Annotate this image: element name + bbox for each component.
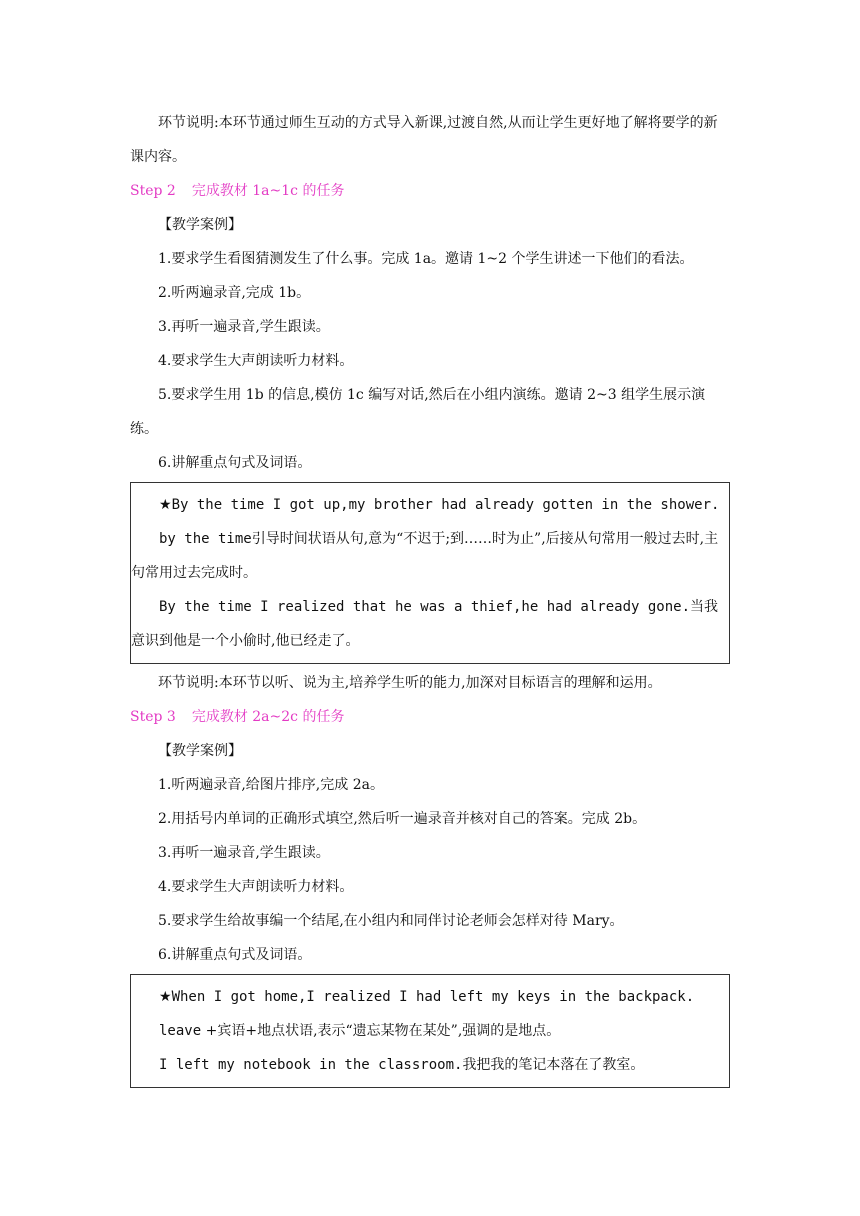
example-english: I left my notebook in the classroom. <box>159 1057 463 1073</box>
document-body <box>130 106 730 1090</box>
list-item: 2.用括号内单词的正确形式填空,然后听一遍录音并核对自己的答案。完成 2b。 <box>158 811 647 827</box>
key-sentence-text: When I got home,I realized I had left my keys in the backpack. <box>171 989 695 1005</box>
key-sentence-text: By the time I got up,my brother had already gotten in the shower. <box>171 497 720 513</box>
list-item: 3.再听一遍录音,学生跟读。 <box>158 319 330 335</box>
list-item: 6.讲解重点句式及词语。 <box>158 947 312 963</box>
list-item: 5.要求学生用 1b 的信息,模仿 1c 编写对话,然后在小组内演练。邀请 2~3 组学生展示演练。 <box>130 387 706 437</box>
section-note: 环节说明:本环节以听、说为主,培养学生听的能力,加深对目标语言的理解和运用。 <box>158 675 662 691</box>
grammar-term: leave <box>159 1023 202 1039</box>
grammar-term: by the time <box>159 531 252 547</box>
list-item: 6.讲解重点句式及词语。 <box>158 455 312 471</box>
grammar-explanation-text: 引导时间状语从句,意为“不迟于;到……时为止”,后接从句常用一般过去时,主句常用过去完成时。 <box>131 531 719 581</box>
list-item: 4.要求学生大声朗读听力材料。 <box>158 353 354 369</box>
example-sentence <box>131 1048 729 1082</box>
step-label: Step 2 <box>130 183 176 199</box>
list-item: 5.要求学生给故事编一个结尾,在小组内和同伴讨论老师会怎样对待 Mary。 <box>158 913 624 929</box>
list-item: 2.听两遍录音,完成 1b。 <box>158 285 311 301</box>
case-heading: 【教学案例】 <box>158 217 242 233</box>
step-heading <box>130 700 730 734</box>
star-icon: ★ <box>159 989 172 1005</box>
star-icon: ★ <box>159 497 172 513</box>
section-note: 环节说明:本环节通过师生互动的方式导入新课,过渡自然,从而让学生更好地了解将要学的新课内容。 <box>130 115 718 165</box>
step-title: 完成教材 1a~1c 的任务 <box>191 183 345 199</box>
step-title: 完成教材 2a~2c 的任务 <box>191 709 345 725</box>
list-item: 1.要求学生看图猜测发生了什么事。完成 1a。邀请 1~2 个学生讲述一下他们的看法。 <box>158 251 694 267</box>
key-sentence-box <box>130 482 730 664</box>
example-sentence <box>131 590 729 658</box>
key-sentence-box <box>130 974 730 1088</box>
example-translation: 我把我的笔记本落在了教室。 <box>462 1057 645 1073</box>
key-sentence <box>131 488 729 522</box>
step-heading <box>130 174 730 208</box>
example-english: By the time I realized that he was a thief,he had already gone. <box>159 599 691 615</box>
list-item: 4.要求学生大声朗读听力材料。 <box>158 879 354 895</box>
grammar-explanation <box>131 1014 729 1048</box>
grammar-explanation-text: +宾语+地点状语,表示“遗忘某物在某处”,强调的是地点。 <box>201 1023 561 1039</box>
case-heading: 【教学案例】 <box>158 743 242 759</box>
step-label: Step 3 <box>130 709 176 725</box>
list-item: 1.听两遍录音,给图片排序,完成 2a。 <box>158 777 384 793</box>
example-translation: 当我意识到他是一个小偷时,他已经走了。 <box>131 599 719 649</box>
key-sentence <box>131 980 729 1014</box>
grammar-explanation <box>131 522 729 590</box>
list-item: 3.再听一遍录音,学生跟读。 <box>158 845 330 861</box>
